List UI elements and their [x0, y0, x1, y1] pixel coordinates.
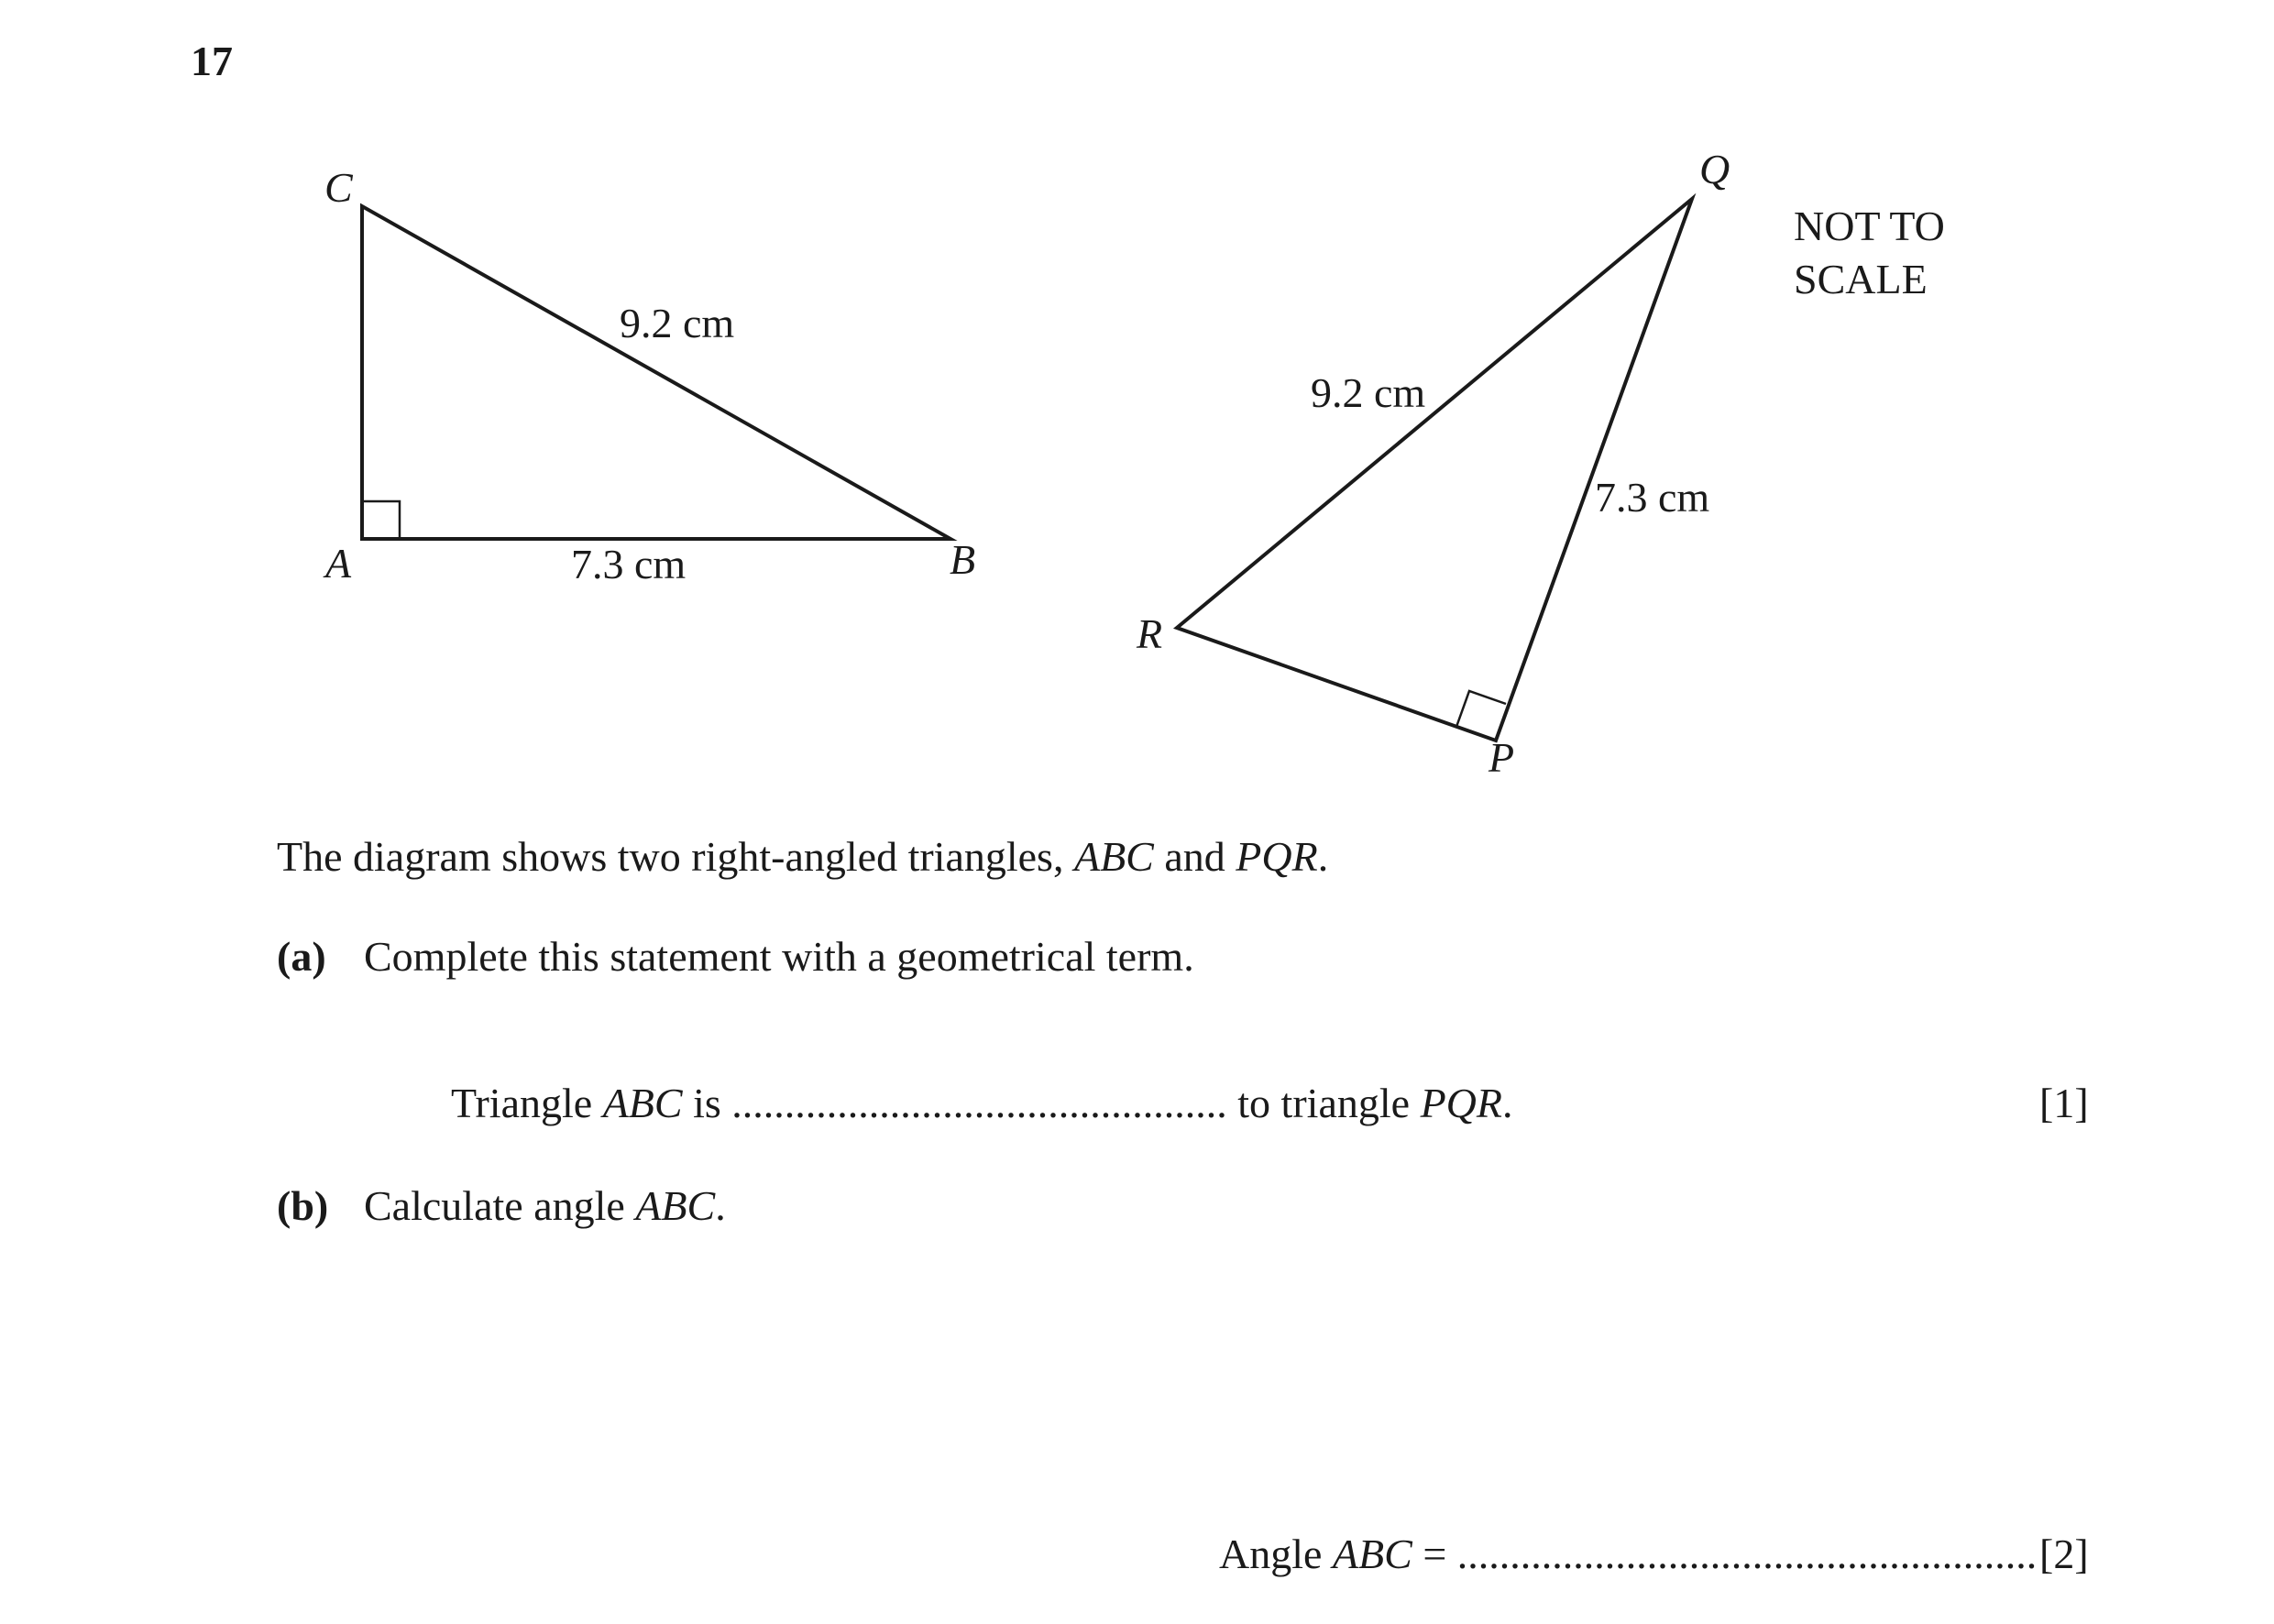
- not-to-scale-line2: SCALE: [1794, 256, 1928, 302]
- right-angle-marker-p: [1456, 691, 1506, 727]
- pqr-side-label: 7.3 cm: [1595, 474, 1710, 521]
- part-b-label: (b): [277, 1182, 329, 1229]
- pqr-hypotenuse-label: 9.2 cm: [1311, 369, 1426, 416]
- vertex-q-label: Q: [1699, 146, 1730, 192]
- part-a-answer-line: Triangle ABC is ............................................... to triangle PQR.: [451, 1080, 1513, 1126]
- right-angle-marker-a: [362, 501, 400, 539]
- part-b-answer-line: Angle ABC = .......................................................: [1219, 1531, 2038, 1577]
- intro-abc: ABC: [1073, 833, 1154, 880]
- part-b-prompt: Calculate angle ABC.: [364, 1182, 726, 1229]
- triangle-pqr: [1136, 146, 1730, 781]
- part-b-marks: [2]: [2039, 1531, 2089, 1577]
- question-number: 17: [191, 38, 233, 84]
- triangle-pqr-outline: [1177, 199, 1692, 741]
- vertex-a-label: A: [325, 540, 352, 587]
- intro-pqr: PQR: [1236, 833, 1318, 880]
- part-a-marks: [1]: [2039, 1080, 2089, 1126]
- vertex-c-label: C: [324, 164, 353, 211]
- part-a-prompt: Complete this statement with a geometrical term.: [364, 933, 1194, 980]
- abc-hypotenuse-label: 9.2 cm: [620, 300, 735, 346]
- abc-base-label: 7.3 cm: [571, 541, 687, 587]
- part-a-answer-blank[interactable]: ...............................................: [731, 1080, 1227, 1126]
- intro-text: The diagram shows two right-angled triangles, ABC and PQR.: [277, 833, 1329, 880]
- vertex-p-label: P: [1489, 734, 1515, 781]
- not-to-scale-line1: NOT TO: [1794, 203, 1945, 249]
- vertex-b-label: B: [950, 536, 976, 583]
- triangle-abc-outline: [362, 206, 950, 539]
- part-b-answer-blank[interactable]: .......................................................: [1456, 1531, 2038, 1577]
- triangle-abc: [323, 164, 975, 587]
- vertex-r-label: R: [1137, 610, 1163, 657]
- part-a-label: (a): [277, 933, 326, 980]
